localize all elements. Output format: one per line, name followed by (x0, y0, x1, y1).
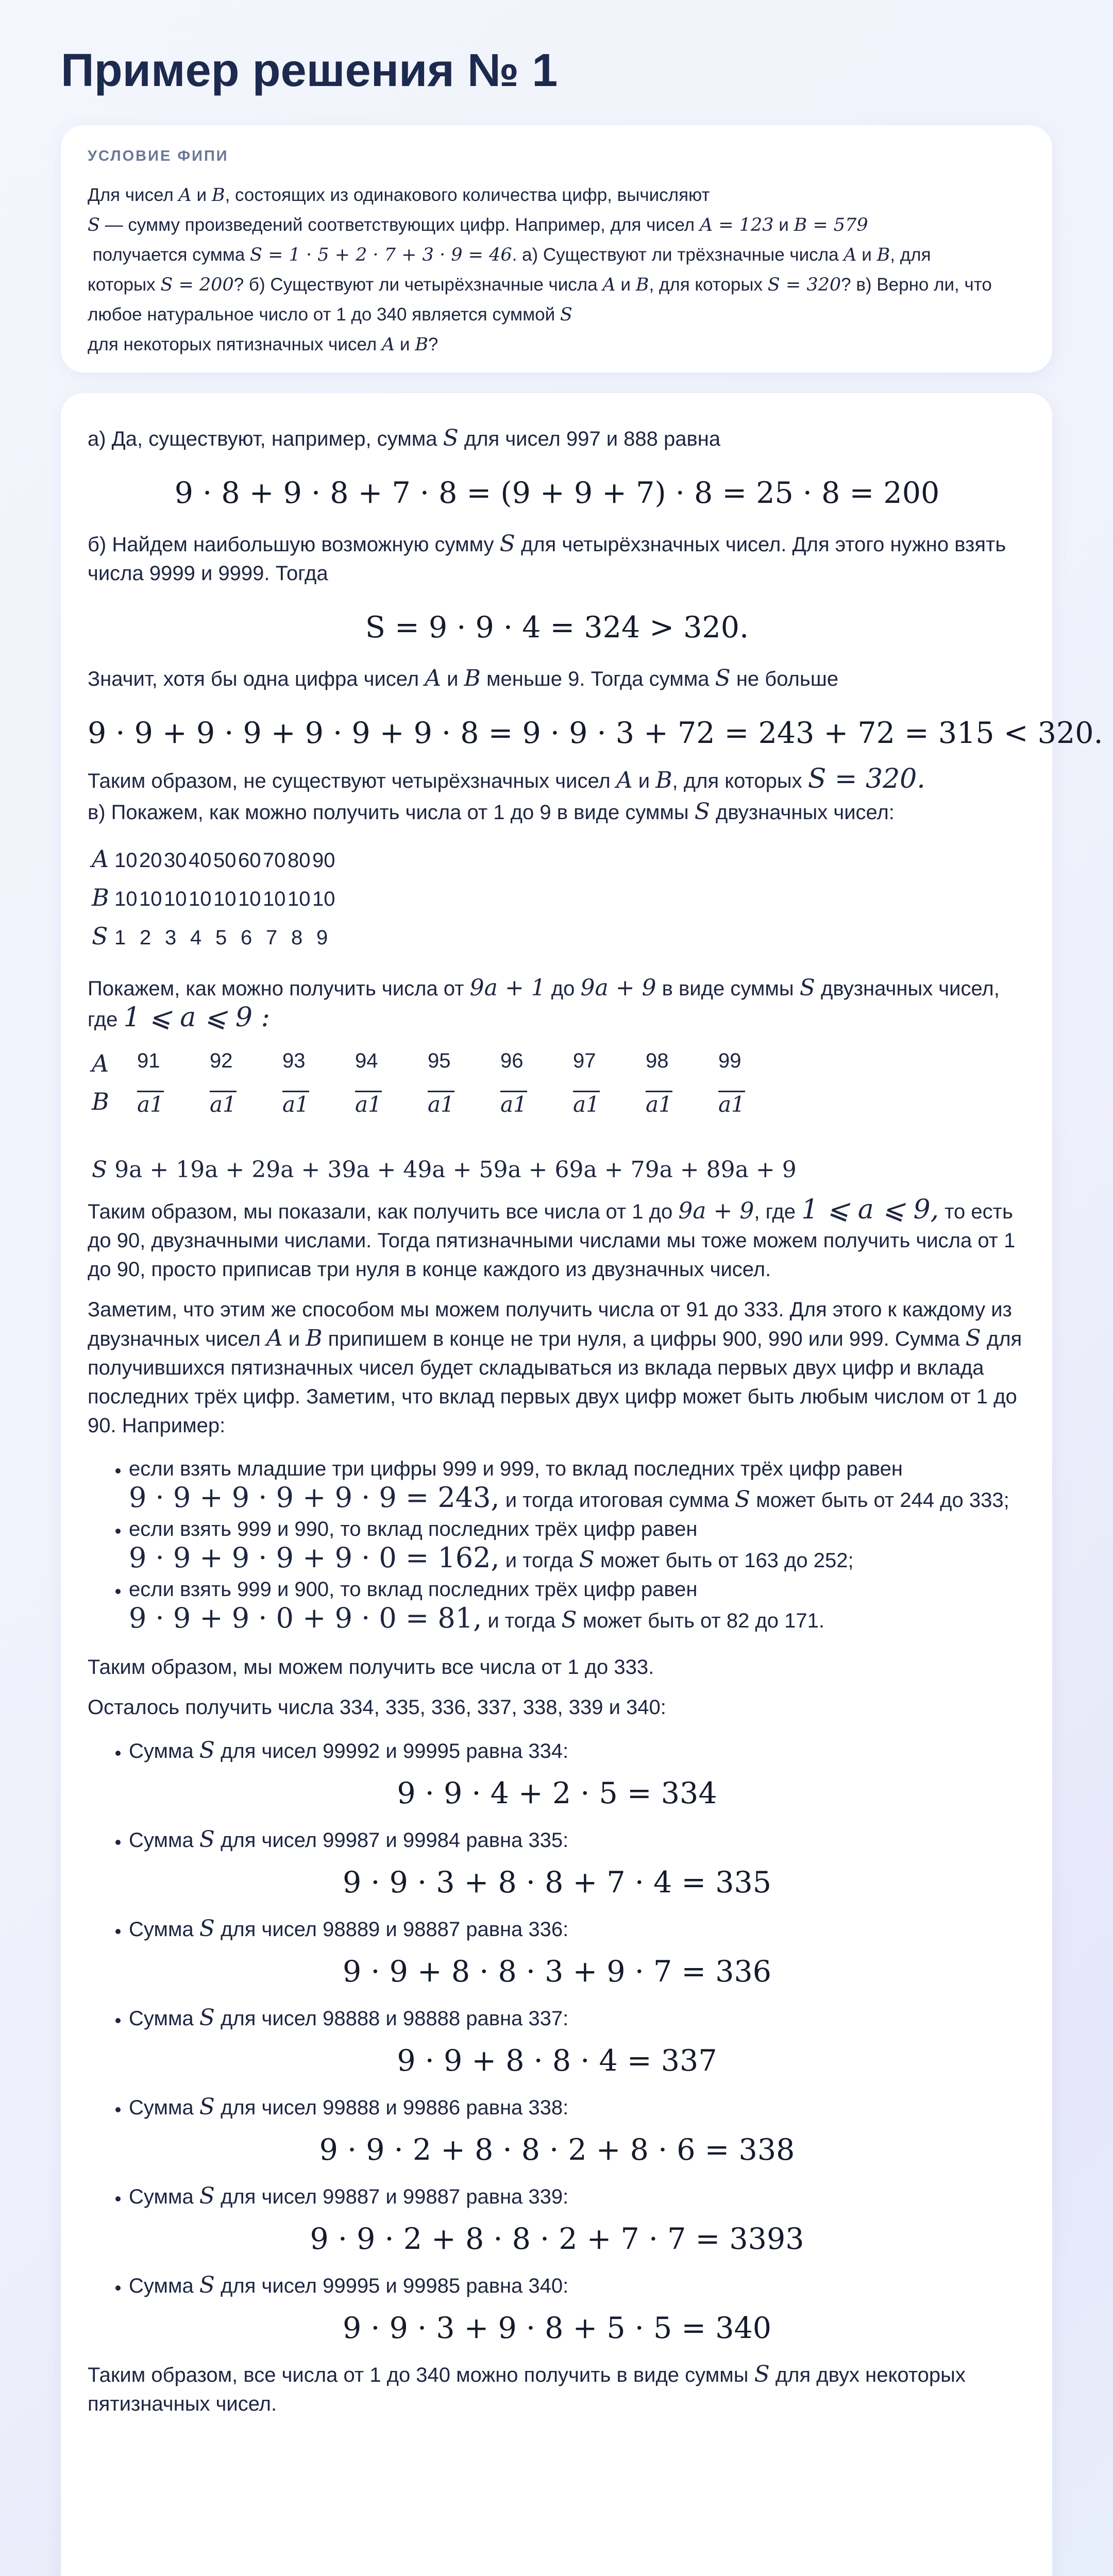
list-item (129, 2271, 1026, 2343)
table-cell: 10 (238, 888, 261, 910)
text-fragment: для чисел 99888 и 99886 равна 338: (214, 2096, 569, 2119)
table-cell: 80 (288, 849, 311, 872)
text-fragment: , где (754, 1200, 802, 1223)
var-b: B (415, 334, 428, 355)
text-fragment: двузначных чисел, где (88, 977, 1000, 1031)
var-s: S (754, 2361, 770, 2387)
text-fragment: Сумма (129, 1918, 199, 1941)
inline-equation: S = 320. (807, 764, 925, 794)
table-cell: 93 (282, 1049, 306, 1072)
solution-paragraph (88, 974, 1026, 1034)
table-cell: 6 (241, 926, 252, 949)
overlined-cell: a1 (718, 1092, 745, 1117)
condition-fragment: получается сумма (92, 245, 250, 265)
overlined-cell: a1 (573, 1092, 600, 1117)
row-label: A (92, 1049, 109, 1077)
list-item (129, 1575, 1026, 1635)
overlined-cell: a1 (646, 1092, 672, 1117)
table-row-a (92, 840, 1026, 879)
equation: 9 · 9 + 9 · 9 + 9 · 9 + 9 · 8 = 9 · 9 · 3 + 72 = 243 + 72 = 315 < 320. (88, 716, 1103, 750)
var-a: A (425, 665, 441, 691)
text-fragment: для получившихся пятизначных чисел будет складываться из вклада первых двух цифр и вклада последних трёх цифр. Заметим, что вклад первых двух цифр может быть любым числом от 1 до 90. Например: (88, 1328, 1022, 1437)
inline-equation: 9 · 9 + 9 · 9 + 9 · 9 = 243, (129, 1481, 500, 1514)
inline-equation: 9a + 9 (580, 975, 656, 1001)
list-item (129, 1736, 1026, 1808)
table-cell: 10 (312, 888, 335, 910)
table-cell: 91 (137, 1049, 160, 1072)
text-fragment: для чисел 98889 и 98887 равна 336: (214, 1918, 569, 1941)
row-label: S (92, 922, 108, 950)
table-cell: 2 (140, 926, 151, 949)
table-cell: 20 (139, 849, 162, 872)
table-cell: 10 (288, 888, 311, 910)
solution-paragraph (88, 530, 1026, 588)
overlined-cell: a1 (428, 1092, 454, 1117)
solution-paragraph (88, 2360, 1026, 2418)
row-label: B (92, 1088, 109, 1115)
overlined-cell: a1 (137, 1092, 164, 1117)
sum-sequence-text: 9a + 19a + 29a + 39a + 49a + 59a + 69a + 79a + 89a + 9 (114, 1157, 797, 1183)
var-s: S (88, 215, 100, 235)
condition-card (61, 125, 1052, 372)
inline-equation: 9a + 1 (469, 975, 546, 1001)
var-b: B (306, 1325, 323, 1351)
text-fragment: Таким образом, все числа от 1 до 340 можно получить в виде суммы (88, 2364, 754, 2386)
example-s200: S = 200 (160, 275, 234, 295)
example-b: B = 579 (794, 215, 868, 235)
table-cell: 9 (316, 926, 328, 949)
text-fragment: если взять младшие три цифры 999 и 999, то вклад последних трёх цифр равен (129, 1458, 903, 1480)
digits-table (92, 840, 1026, 956)
condition-fragment: Для чисел (88, 185, 179, 205)
text-fragment: для чисел 99987 и 99984 равна 335: (214, 1829, 569, 1852)
inline-equation: 1 ⩽ a ⩽ 9, (801, 1194, 939, 1225)
var-a: A (616, 767, 633, 793)
condition-label: УСЛОВИЕ ФИПИ (88, 148, 229, 164)
var-b: B (655, 767, 672, 793)
var-s: S (199, 2094, 215, 2120)
text-fragment: б) Найдем наибольшую возможную сумму (88, 533, 500, 556)
example-s320: S = 320 (767, 275, 841, 295)
text-fragment: двузначных чисел: (710, 801, 895, 824)
pattern-table (92, 1046, 1026, 1160)
table-cell: 10 (139, 888, 162, 910)
text-fragment: в виде суммы (656, 977, 800, 1000)
text-fragment: Сумма (129, 2185, 199, 2208)
solution-paragraph: Заметим, что этим же способом мы можем получить числа от 91 до 333. Для этого к каждому из двузначных чисел A и B припишем в конце не три нуля, а цифры 900, 990 или 999. Сумма S для получившихся пятизначных чисел будет складываться из вклада первых двух цифр и вклада последних трёх цифр. Заметим, что вклад первых двух цифр может быть любым числом от 1 до 90. Например: (88, 1298, 1022, 1437)
solution-paragraph (88, 424, 1026, 453)
list-item (129, 2182, 1026, 2256)
text-fragment: не больше (730, 668, 839, 690)
table-cell: 97 (573, 1049, 596, 1072)
var-s: S (199, 1737, 215, 1764)
var-a: A (178, 185, 192, 206)
row-label: S (92, 1157, 108, 1183)
solution-card (61, 393, 1103, 2576)
table-cell: 1 (114, 926, 126, 949)
equation: 9 · 9 · 2 + 8 · 8 · 2 + 8 · 6 = 338 (319, 2133, 795, 2167)
text-fragment: Заметим, что этим же способом мы можем получить числа от 91 до 333. Для этого к каждому из двузначных чисел (88, 1298, 1012, 1350)
equation: 9 · 9 + 8 · 8 · 3 + 9 · 7 = 336 (342, 1955, 772, 1989)
text-fragment: Сумма (129, 2007, 199, 2030)
table-cell: 30 (164, 849, 187, 872)
condition-text: Для чисел A и B, состоящих из одинакового количества цифр, вычисляют S — сумму произведений соответствующих цифр. Например, для чисел A = 123 и B = 579 получается сумма S = 1 · 5 + 2 · 7 + 3 · 9 = 46. а) Существуют ли трёхзначные числа A и B, для которых S = 200? б) Существуют ли четырёхзначные числа A и B, для которых S = 320? в) Верно ли, что любое натуральное число от 1 до 340 является суммой S для некоторых пятизначных чисел A и B? (88, 185, 992, 355)
condition-fragment: и (395, 334, 415, 354)
table-cell: 10 (213, 888, 237, 910)
page-title: Пример решения № 1 (61, 45, 558, 96)
table-cell: 3 (165, 926, 177, 949)
table-cell: 90 (312, 849, 335, 872)
equation: S = 9 · 9 · 4 = 324 > 320. (365, 611, 749, 645)
list-item (129, 1454, 1026, 1515)
table-cell: 10 (263, 888, 286, 910)
solution-paragraph: Осталось получить числа 334, 335, 336, 337, 338, 339 и 340: (88, 1696, 666, 1719)
table-cell: 99 (718, 1049, 741, 1072)
var-a: A (266, 1325, 283, 1351)
text-fragment: меньше 9. Тогда сумма (480, 668, 715, 690)
table-cell: 95 (428, 1049, 451, 1072)
var-a: A (602, 275, 616, 295)
var-b: B (464, 665, 481, 691)
solution-paragraph: Значит, хотя бы одна цифра чисел A и B меньше 9. Тогда сумма S не больше (88, 665, 839, 691)
text-fragment: Сумма (129, 1740, 199, 1762)
text-fragment: для двух некоторых пятизначных чисел. (88, 2364, 966, 2415)
text-fragment: для чисел 997 и 888 равна (458, 428, 721, 450)
text-fragment: а) Да, существуют, например, сумма (88, 428, 443, 450)
var-s: S (560, 304, 572, 325)
var-s: S (199, 1916, 215, 1942)
solution-paragraph: Таким образом, мы можем получить все числа от 1 до 333. (88, 1656, 654, 1679)
condition-fragment: ? в) Верно ли, что любое натуральное число от 1 до 340 является суммой (88, 275, 992, 325)
list-item (129, 2004, 1026, 2078)
var-b: B (635, 275, 649, 295)
text-fragment: может быть от 82 до 171. (577, 1609, 824, 1632)
solution-paragraph (88, 798, 1026, 827)
text-fragment: то есть до 90, двузначными числами. Тогда пятизначными числами мы тоже можем получить числа от 1 до 90, просто приписав три нуля в конце каждого из двузначных чисел. (88, 1200, 1016, 1281)
equation: 9 · 9 · 3 + 9 · 8 + 5 · 5 = 340 (342, 2311, 772, 2345)
text-fragment: для чисел 98888 и 98888 равна 337: (214, 2007, 569, 2030)
example-s: S = 1 · 5 + 2 · 7 + 3 · 9 = 46 (250, 245, 512, 265)
equation: 9 · 9 · 2 + 8 · 8 · 2 + 7 · 7 = 3393 (310, 2222, 804, 2256)
table-cell: 7 (266, 926, 278, 949)
var-s: S (799, 975, 815, 1001)
row-label: A (92, 845, 109, 873)
text-fragment: Таким образом, не существуют четырёхзначных чисел (88, 770, 616, 792)
sum-sequence (92, 1157, 1026, 1183)
inline-equation: 9 · 9 + 9 · 0 + 9 · 0 = 81, (129, 1602, 482, 1634)
var-s: S (734, 1486, 751, 1513)
table-cell: 4 (190, 926, 202, 949)
inline-equation: 9a + 9 (678, 1198, 754, 1224)
text-fragment: и тогда (482, 1609, 562, 1632)
equation: 9 · 8 + 9 · 8 + 7 · 8 = (9 + 9 + 7) · 8 = 25 · 8 = 200 (174, 476, 940, 510)
condition-fragment: и (191, 185, 212, 205)
var-s: S (715, 665, 731, 691)
text-fragment: для чисел 99887 и 99887 равна 339: (214, 2185, 569, 2208)
var-s: S (965, 1325, 981, 1351)
table-cell: 5 (215, 926, 227, 949)
var-s: S (199, 2183, 215, 2209)
table-cell: 10 (189, 888, 212, 910)
table-cell: 92 (210, 1049, 233, 1072)
text-fragment: если взять 999 и 900, то вклад последних трёх цифр равен (129, 1578, 698, 1601)
example-a: A = 123 (699, 215, 774, 235)
table-cell: 50 (213, 849, 237, 872)
text-fragment: до (545, 977, 581, 1000)
examples-list (88, 1454, 1026, 1635)
text-fragment: Сумма (129, 2275, 199, 2297)
table-cell: 98 (646, 1049, 669, 1072)
overlined-cell: a1 (282, 1092, 309, 1117)
condition-fragment: ? б) Существуют ли четырёхзначные числа (233, 275, 603, 295)
condition-fragment: и (856, 245, 877, 265)
condition-fragment: для некоторых пятизначных чисел (88, 334, 382, 354)
equation: 9 · 9 · 3 + 8 · 8 + 7 · 4 = 335 (342, 1866, 772, 1900)
overlined-cell: a1 (210, 1092, 237, 1117)
table-row-b (92, 879, 1026, 918)
text-fragment: припишем в конце не три нуля, а цифры 900, 990 или 999. Сумма (322, 1328, 966, 1350)
list-item (129, 1515, 1026, 1575)
condition-fragment: — сумму произведений соответствующих цифр. Например, для чисел (99, 215, 700, 235)
table-cell: 10 (114, 888, 138, 910)
var-s: S (443, 425, 459, 451)
list-item (129, 2093, 1026, 2167)
text-fragment: для чисел 99992 и 99995 равна 334: (214, 1740, 569, 1762)
text-fragment: для четырёхзначных чисел. Для этого нужно взять числа 9999 и 9999. Тогда (88, 533, 1006, 585)
text-fragment: Покажем, как можно получить числа от (88, 977, 470, 1000)
text-fragment: в) Покажем, как можно получить числа от 1 до 9 в виде суммы (88, 801, 695, 824)
var-s: S (199, 2272, 215, 2298)
table-cell: 60 (238, 849, 261, 872)
var-s: S (199, 1826, 215, 1853)
inline-equation: 9 · 9 + 9 · 9 + 9 · 0 = 162, (129, 1541, 500, 1574)
table-cell: 94 (355, 1049, 378, 1072)
text-fragment: Значит, хотя бы одна цифра чисел (88, 668, 425, 690)
overlined-cell: a1 (355, 1092, 382, 1117)
var-a: A (381, 334, 395, 355)
text-fragment: Сумма (129, 2096, 199, 2119)
table-cell: 96 (500, 1049, 524, 1072)
text-fragment: может быть от 163 до 252; (594, 1549, 854, 1572)
inline-equation: 1 ⩽ a ⩽ 9 : (123, 1002, 270, 1033)
text-fragment: , для которых (672, 770, 808, 792)
table-row-s (92, 918, 1026, 956)
text-fragment: для чисел 99995 и 99985 равна 340: (214, 2275, 569, 2297)
var-s: S (499, 531, 515, 557)
text-fragment: Таким образом, мы показали, как получить все числа от 1 до (88, 1200, 679, 1223)
var-b: B (211, 185, 225, 206)
text-fragment: и тогда (499, 1549, 579, 1572)
solution-paragraph (88, 1195, 1026, 1284)
var-s: S (561, 1607, 577, 1633)
text-fragment: и тогда итоговая сумма (499, 1489, 735, 1512)
list-item (129, 1825, 1026, 1900)
equation: 9 · 9 + 8 · 8 · 4 = 337 (397, 2044, 717, 2078)
var-a: A (844, 245, 857, 265)
var-s: S (579, 1547, 595, 1573)
condition-fragment: и (773, 215, 794, 235)
table-cell: 10 (114, 849, 138, 872)
table-cell: 70 (263, 849, 286, 872)
var-b: B (876, 245, 890, 265)
list-item (129, 1914, 1026, 1989)
solution-paragraph: Таким образом, не существуют четырёхзначных чисел A и B, для которых S = 320. (88, 764, 925, 794)
condition-fragment: и (615, 275, 636, 295)
text-fragment: если взять 999 и 990, то вклад последних трёх цифр равен (129, 1518, 698, 1540)
condition-fragment: . а) Существуют ли трёхзначные числа (512, 245, 844, 265)
condition-fragment: ? (428, 334, 439, 354)
table-cell: 8 (291, 926, 303, 949)
text-fragment: может быть от 244 до 333; (750, 1489, 1009, 1512)
overlined-cell: a1 (500, 1092, 527, 1117)
condition-fragment: , состоящих из одинакового количества цифр, вычисляют (225, 185, 710, 205)
var-s: S (199, 2005, 215, 2031)
equation: 9 · 9 · 4 + 2 · 5 = 334 (397, 1776, 717, 1810)
sums-list (88, 1736, 1026, 2343)
table-cell: 10 (164, 888, 187, 910)
var-s: S (694, 799, 710, 825)
text-fragment: Сумма (129, 1829, 199, 1852)
table-cell: 40 (189, 849, 212, 872)
condition-fragment: , для которых (649, 275, 768, 295)
row-label: B (92, 884, 109, 911)
